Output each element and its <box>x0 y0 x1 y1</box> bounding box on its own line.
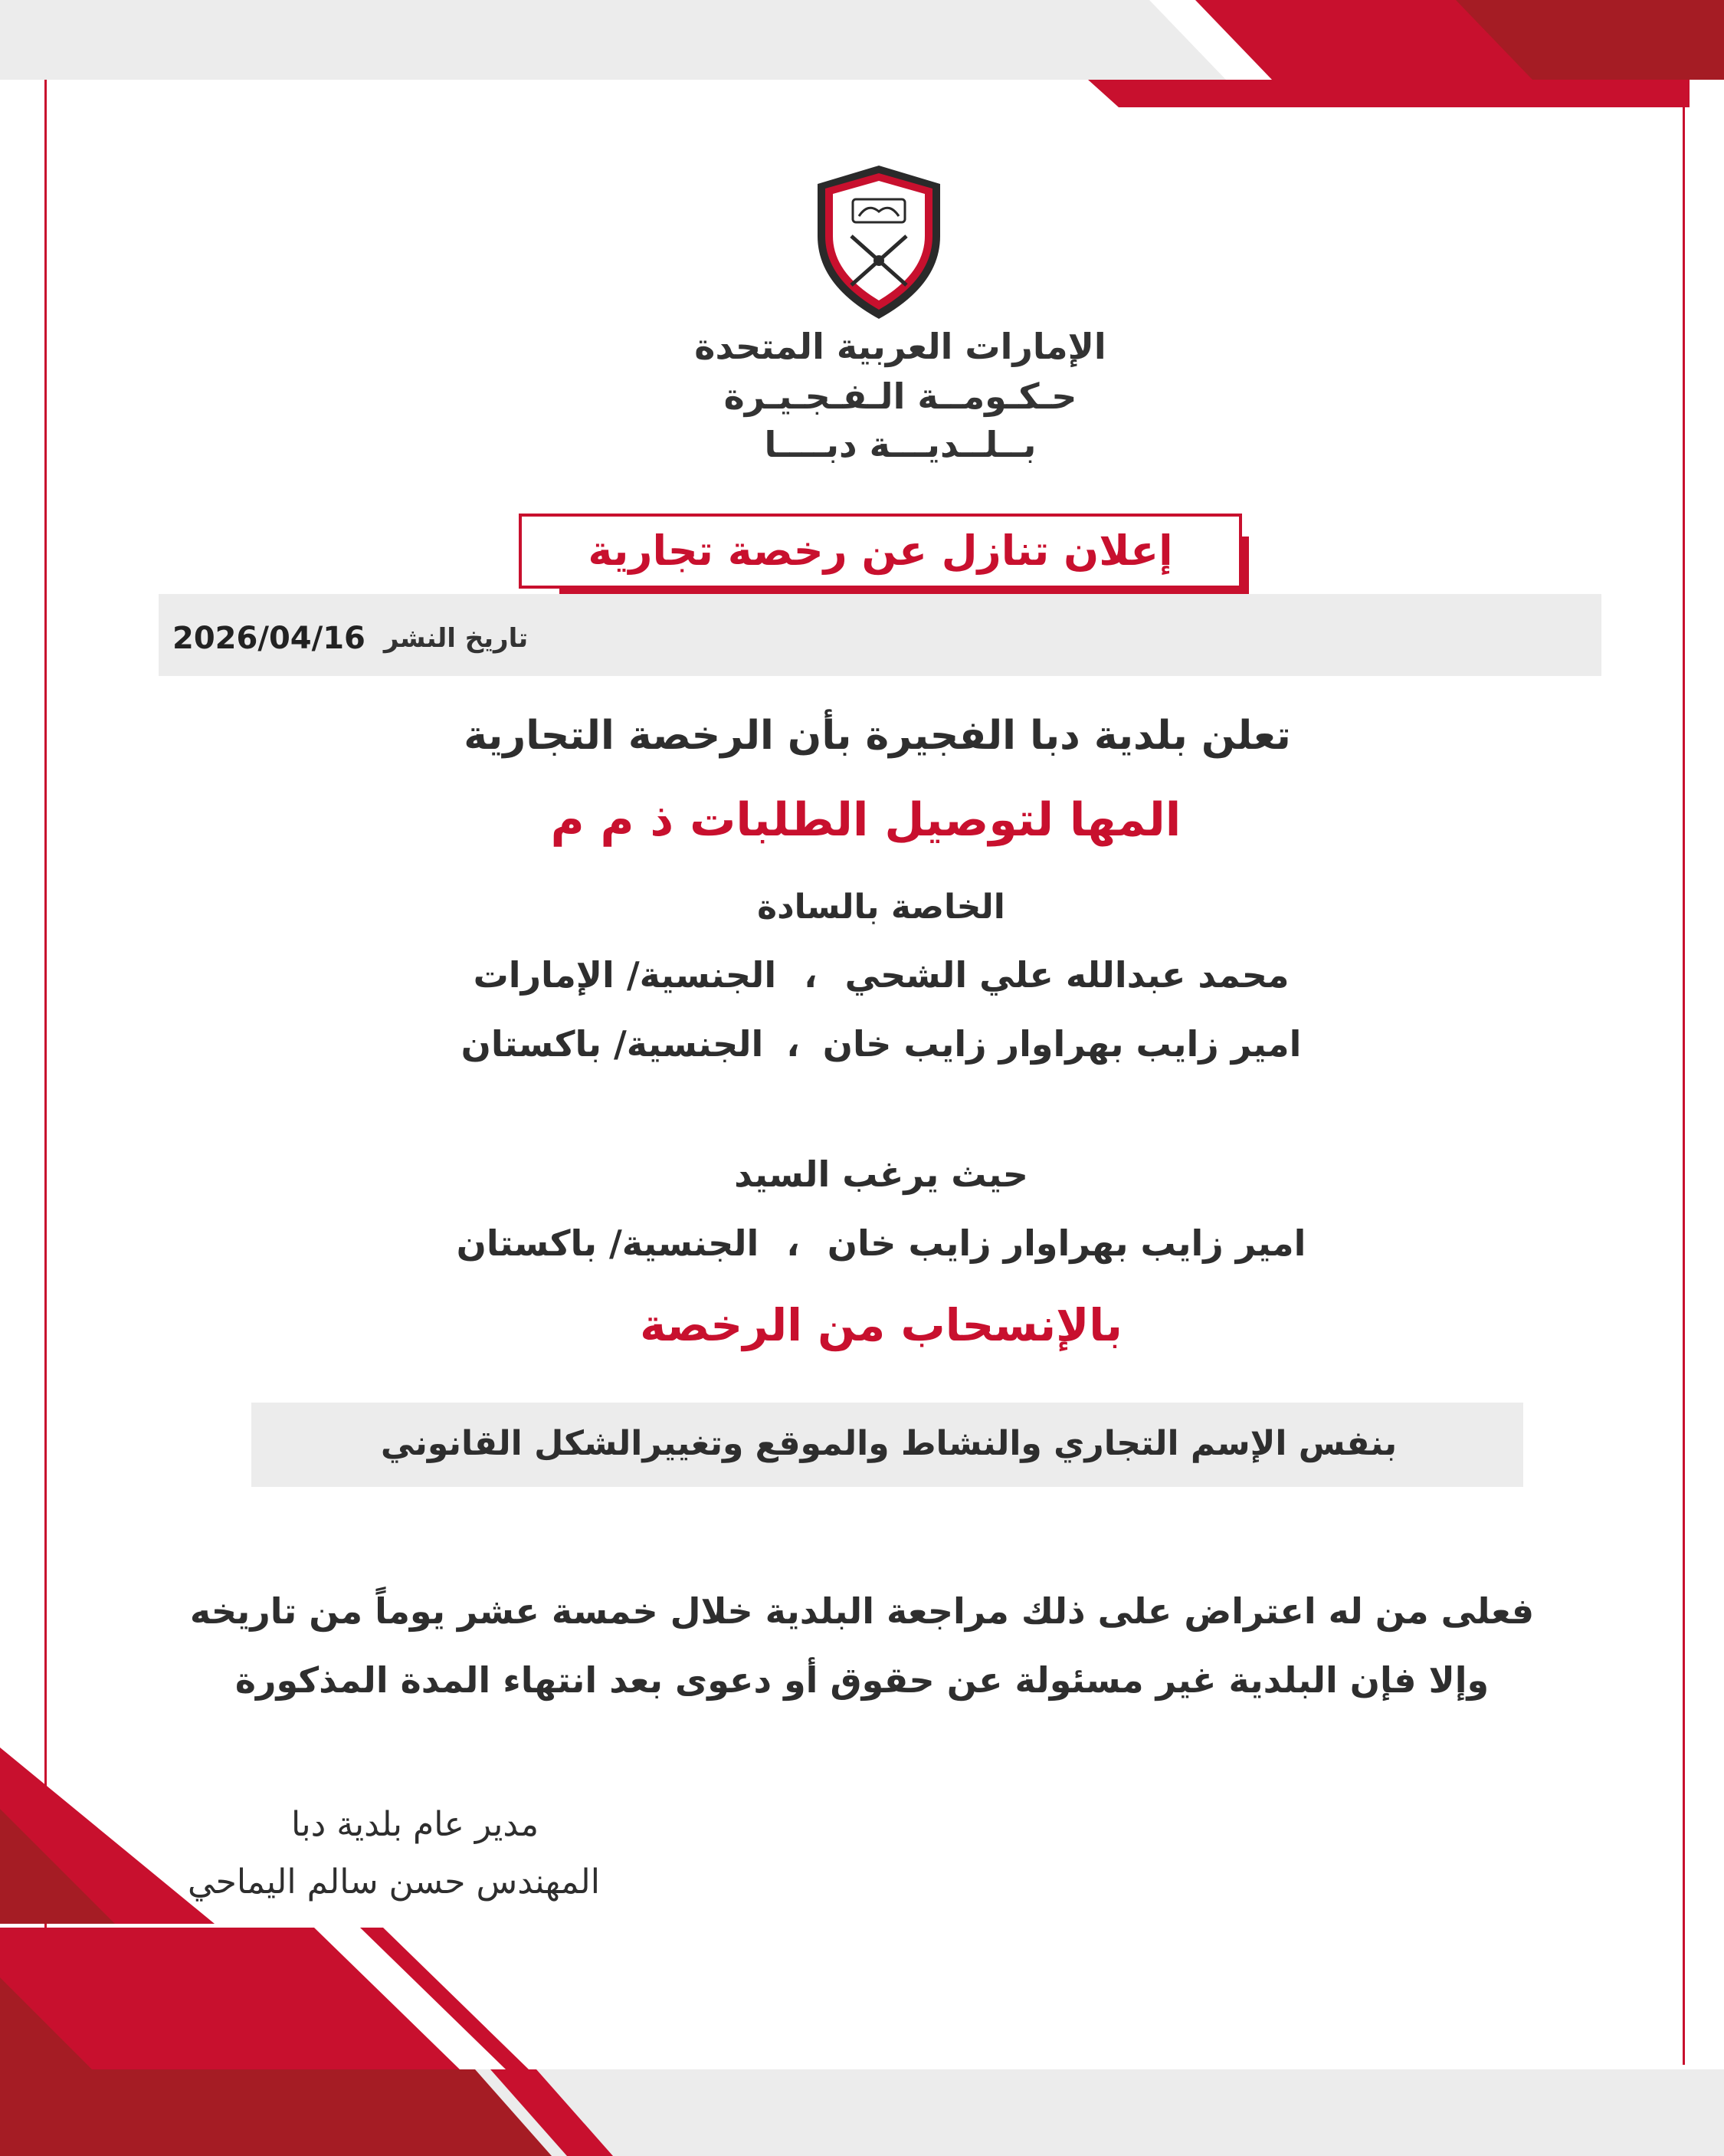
intro-text: تعلن بلدية دبا الفجيرة بأن الرخصة التجارية <box>464 713 1291 759</box>
owner-nationality: الجنسية/ الإمارات <box>473 954 777 996</box>
objection-text-2: وإلا فإن البلدية غير مسئولة عن حقوق أو دعوى بعد انتهاء المدة المذكورة <box>234 1659 1490 1701</box>
publish-date <box>172 615 528 661</box>
owner-row <box>429 1023 1333 1065</box>
withdrawing-partner-separator: ، <box>786 1222 800 1264</box>
signature-title: مدير عام بلدية دبا <box>291 1805 539 1844</box>
owner-nationality: الجنسية/ باكستان <box>460 1023 764 1065</box>
license-name: المها لتوصيل الطلبات ذ م م <box>550 793 1182 847</box>
owner-separator: ، <box>786 1023 800 1065</box>
notice-title: إعلان تنازل عن رخصة تجارية <box>588 527 1173 575</box>
withdrawing-partner-name: امير زايب بهراوار زايب خان <box>827 1222 1306 1264</box>
condition-text: بنفس الإسم التجاري والنشاط والموقع وتغييرالشكل القانوني <box>380 1424 1398 1463</box>
owner-row <box>429 954 1333 996</box>
publish-date-value: 2026/04/16 <box>172 621 365 656</box>
owner-name: محمد عبدالله علي الشحي <box>844 954 1290 996</box>
owners-intro: الخاصة بالسادة <box>757 888 1005 927</box>
header-country: الإمارات العربية المتحدة <box>694 326 1106 367</box>
signature-name: المهندس حسن سالم اليماحي <box>188 1862 600 1902</box>
publish-date-label: تاريخ النشر <box>383 623 529 654</box>
owner-separator: ، <box>804 954 818 996</box>
withdrawing-partner-nationality: الجنسية/ باكستان <box>456 1222 759 1264</box>
fujairah-emblem <box>814 162 943 322</box>
header-municipality: بــلــديـــة دبــــا <box>764 424 1037 465</box>
whereas-text: حيث يرغب السيد <box>734 1153 1028 1195</box>
withdrawing-partner-row <box>429 1222 1333 1264</box>
header-government: حـكـومــة الـفـجـيـرة <box>723 376 1077 417</box>
objection-text-1: فعلى من له اعتراض على ذلك مراجعة البلدية خلال خمسة عشر يوماً من تاريخه <box>189 1590 1535 1632</box>
withdrawal-action: بالإنسحاب من الرخصة <box>640 1299 1123 1351</box>
owner-name: امير زايب بهراوار زايب خان <box>822 1023 1302 1065</box>
